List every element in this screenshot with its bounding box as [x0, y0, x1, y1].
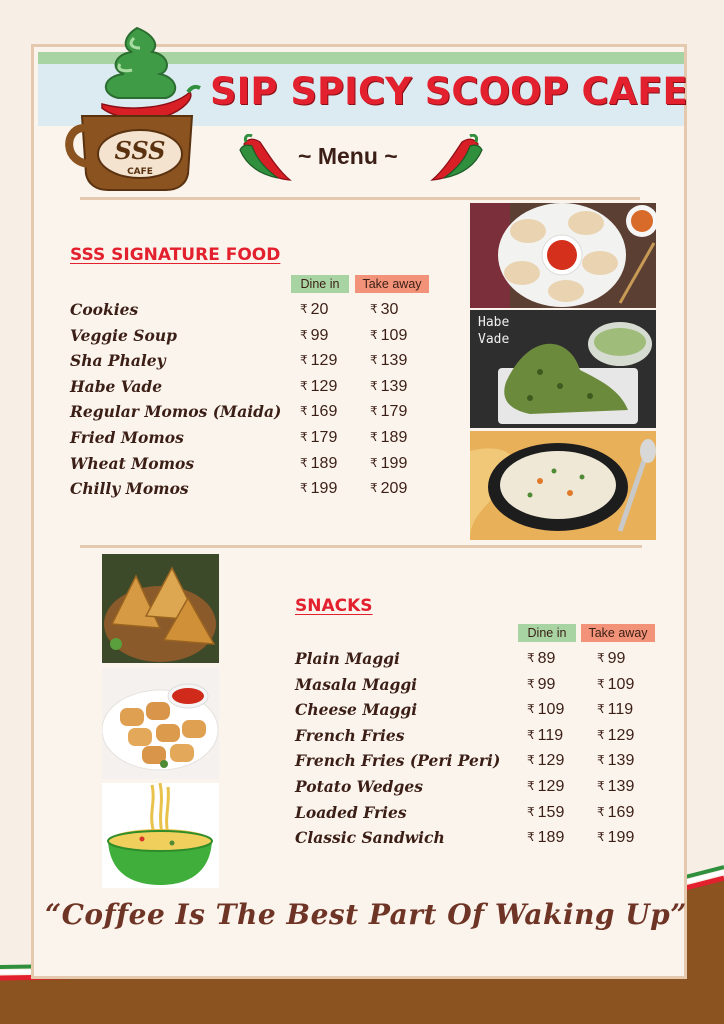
menu-item-name: Sha Phaley [70, 351, 166, 371]
footer-quote: “Coffee Is The Best Part Of Waking Up” [45, 898, 687, 931]
menu-item-name: French Fries [295, 725, 405, 745]
menu-item-name: Regular Momos (Maida) [70, 402, 282, 422]
dine-in-price [300, 403, 337, 421]
menu-item-name: Potato Wedges [295, 777, 423, 796]
take-away-price [370, 378, 407, 396]
rupee-symbol: ₹ [370, 353, 378, 368]
price-value: 30 [380, 301, 399, 318]
price-value: 20 [310, 301, 329, 318]
price-value: 139 [380, 352, 408, 370]
cafe-logo [62, 24, 212, 192]
rupee-symbol: ₹ [300, 353, 308, 368]
rupee-symbol: ₹ [300, 481, 308, 496]
menu-item-name: Masala Maggi [295, 674, 418, 694]
price-value: 119 [607, 701, 634, 719]
dine-in-price [527, 701, 564, 719]
price-value: 199 [310, 480, 338, 498]
rupee-symbol: ₹ [370, 378, 378, 393]
rupee-symbol: ₹ [527, 727, 535, 742]
dine-in-price [527, 727, 563, 745]
rupee-symbol: ₹ [300, 404, 308, 419]
rupee-symbol: ₹ [370, 404, 378, 419]
take-away-price [370, 480, 407, 498]
rupee-symbol: ₹ [527, 651, 535, 665]
nuggets-photo [102, 668, 219, 779]
rupee-symbol: ₹ [300, 455, 308, 470]
price-value: 129 [310, 352, 338, 370]
price-value: 199 [607, 829, 635, 847]
snacks-dine-in-header: Dine in [518, 624, 576, 642]
rupee-symbol: ₹ [597, 753, 605, 768]
menu-item-name: Cookies [70, 300, 139, 319]
habe-vade-photo-caption: Habe Vade [478, 315, 510, 347]
price-value: 209 [380, 480, 408, 498]
take-away-price [597, 650, 625, 668]
take-away-price [597, 804, 634, 822]
price-value: 89 [537, 650, 556, 667]
take-away-price [370, 429, 407, 447]
price-value: 109 [607, 675, 635, 693]
take-away-price [597, 829, 634, 847]
rupee-symbol: ₹ [300, 327, 308, 342]
menu-item-name: Fried Momos [70, 428, 184, 447]
dine-in-price [527, 778, 564, 796]
price-value: 139 [607, 778, 635, 795]
dine-in-price [527, 676, 555, 694]
price-value: 179 [380, 403, 408, 421]
header-divider [80, 197, 640, 200]
menu-item-name: Loaded Fries [295, 802, 407, 822]
dine-in-price [300, 455, 337, 473]
rupee-symbol: ₹ [527, 753, 535, 768]
snacks-section-title: SNACKS [295, 596, 373, 616]
take-away-price [370, 352, 407, 370]
price-value: 169 [310, 403, 338, 421]
rupee-symbol: ₹ [527, 779, 535, 793]
rupee-symbol: ₹ [300, 302, 308, 316]
price-value: 129 [537, 778, 565, 795]
chili-pepper-left-icon [238, 134, 294, 182]
dine-in-price [300, 327, 328, 345]
take-away-price [597, 701, 633, 719]
menu-item-name: Classic Sandwich [295, 828, 445, 848]
price-value: 189 [310, 454, 338, 472]
maggi-noodles-photo [102, 783, 219, 888]
chili-pepper-right-icon [428, 134, 484, 182]
price-value: 109 [380, 326, 408, 344]
dine-in-price [300, 378, 337, 396]
logo-cafe-text: CAFE [127, 167, 153, 177]
take-away-price [370, 327, 407, 345]
dine-in-price [300, 352, 337, 370]
price-value: 139 [380, 377, 408, 395]
rupee-symbol: ₹ [597, 702, 605, 717]
rupee-symbol: ₹ [370, 481, 378, 496]
price-value: 139 [607, 752, 635, 770]
take-away-price [597, 752, 634, 770]
rupee-symbol: ₹ [370, 430, 378, 444]
menu-item-name: Wheat Momos [70, 453, 195, 473]
price-value: 119 [537, 726, 564, 744]
dine-in-price [527, 804, 564, 822]
rupee-symbol: ₹ [597, 779, 605, 793]
price-value: 99 [537, 675, 556, 693]
price-value: 159 [537, 803, 565, 821]
rupee-symbol: ₹ [527, 830, 535, 845]
price-value: 129 [310, 377, 338, 395]
cafe-title: SIP SPICY SCOOP CAFE [210, 70, 688, 113]
habe-vade-photo [470, 310, 656, 428]
price-value: 129 [537, 752, 565, 770]
take-away-price [597, 778, 634, 796]
rupee-symbol: ₹ [597, 651, 605, 665]
take-away-price [597, 676, 634, 694]
dine-in-price [527, 829, 564, 847]
logo-sss-text: SSS [114, 136, 166, 165]
rupee-symbol: ₹ [370, 327, 378, 342]
price-value: 99 [607, 650, 626, 667]
rupee-symbol: ₹ [597, 804, 605, 819]
price-value: 169 [607, 803, 635, 821]
take-away-price [370, 403, 407, 421]
rupee-symbol: ₹ [527, 676, 535, 691]
middle-divider [80, 545, 642, 548]
take-away-price [370, 455, 407, 473]
signature-take-away-header: Take away [355, 275, 429, 293]
price-value: 189 [537, 829, 565, 847]
rupee-symbol: ₹ [370, 455, 378, 470]
dine-in-price [300, 429, 337, 447]
rupee-symbol: ₹ [300, 378, 308, 393]
rupee-symbol: ₹ [597, 830, 605, 845]
dine-in-price [527, 650, 555, 668]
price-value: 109 [537, 701, 565, 719]
price-value: 99 [310, 326, 329, 344]
rupee-symbol: ₹ [597, 727, 605, 742]
menu-item-name: Habe Vade [70, 376, 163, 396]
menu-item-name: Veggie Soup [70, 325, 177, 345]
veggie-soup-photo [470, 431, 656, 540]
take-away-price [597, 727, 634, 745]
menu-item-name: Cheese Maggi [295, 700, 418, 720]
momos-photo [470, 203, 656, 308]
menu-item-name: French Fries (Peri Peri) [295, 751, 501, 771]
menu-item-name: Chilly Momos [70, 479, 189, 499]
dine-in-price [300, 301, 328, 319]
menu-heading: ~ Menu ~ [298, 143, 398, 169]
rupee-symbol: ₹ [597, 676, 605, 691]
snacks-take-away-header: Take away [581, 624, 655, 642]
rupee-symbol: ₹ [300, 430, 308, 444]
dine-in-price [300, 480, 337, 498]
price-value: 129 [607, 726, 635, 744]
price-value: 179 [310, 429, 338, 446]
price-value: 189 [380, 429, 408, 446]
signature-dine-in-header: Dine in [291, 275, 349, 293]
price-value: 199 [380, 454, 408, 472]
samosa-photo [102, 554, 219, 663]
dine-in-price [527, 752, 564, 770]
take-away-price [370, 301, 398, 319]
menu-item-name: Plain Maggi [295, 649, 400, 668]
rupee-symbol: ₹ [370, 302, 378, 316]
signature-section-title: SSS SIGNATURE FOOD [70, 245, 281, 265]
rupee-symbol: ₹ [527, 702, 535, 717]
rupee-symbol: ₹ [527, 804, 535, 819]
